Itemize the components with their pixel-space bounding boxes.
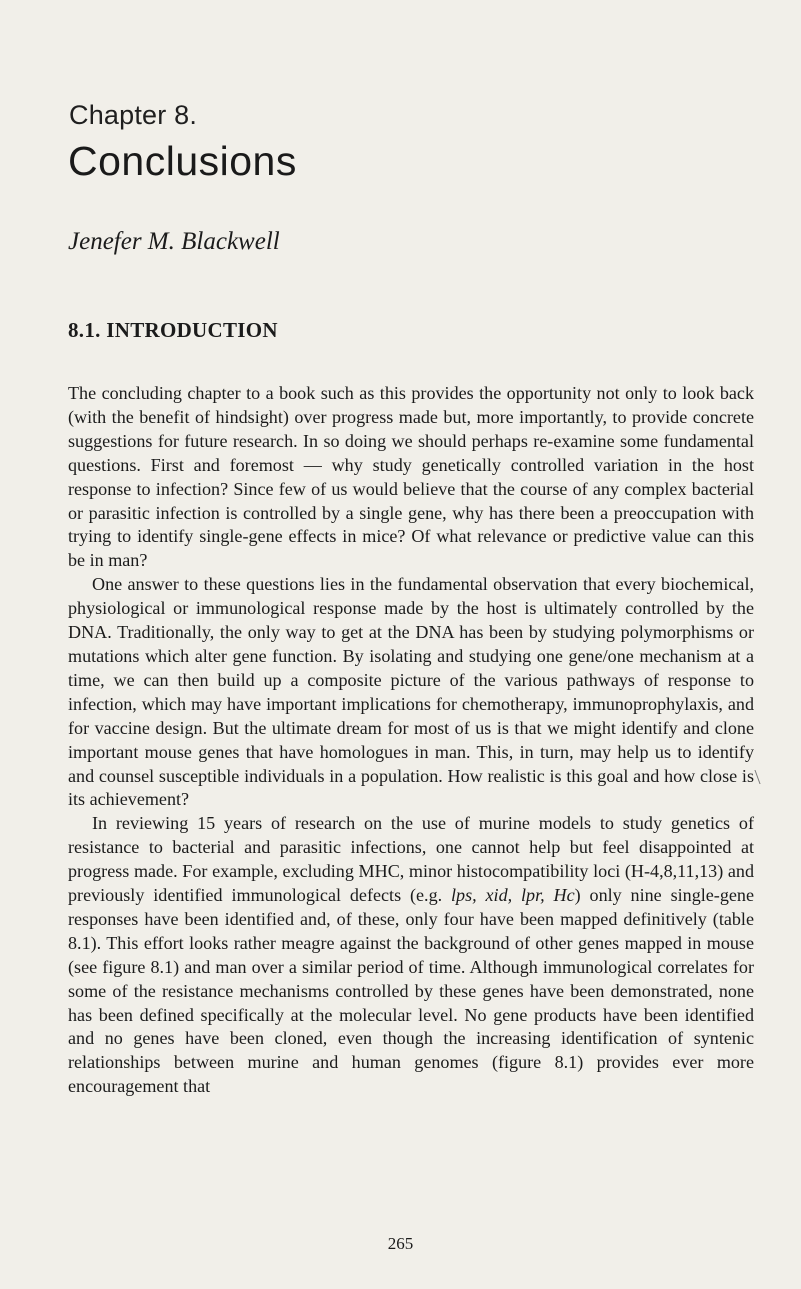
chapter-title: Conclusions xyxy=(68,138,297,184)
page-number: 265 xyxy=(387,1234,414,1253)
paragraph-1 xyxy=(68,382,754,573)
paragraph-3 xyxy=(68,812,754,1099)
section-heading: 8.1. INTRODUCTION xyxy=(68,318,278,342)
author-name: Jenefer M. Blackwell xyxy=(68,228,280,255)
body-text xyxy=(68,382,754,1099)
chapter-label: Chapter 8. xyxy=(69,100,198,130)
margin-mark xyxy=(754,770,766,784)
paragraph-2 xyxy=(68,573,754,812)
paragraph-text: In reviewing 15 years of research on the use of murine models to study genetics of resistance to bacterial and parasitic infections, one cannot help but feel disappointed at progress made. For example, excluding MHC, minor histocompatibility loci (H-4,8,11,13) and previously identified immunological defects (e.g. xyxy=(68,813,754,906)
italic-gene-symbols: lps, xid, lpr, Hc xyxy=(451,885,575,906)
paragraph-text: One answer to these questions lies in the fundamental observation that every biochemical, physiological or immunological response made by the host is ultimately controlled by the DNA. Traditionally, the only way to get at the DNA has been by studying polymorphisms or mutations which alter gene function. By isolating and studying one gene/one mechanism at a time, we can then build up a composite picture of the various pathways of response to infection, which may have important implications for chemotherapy, immunoprophylaxis, and for vaccine design. But the ultimate dream for most of us is that we might identify and clone important mouse genes that have homologues in man. This, in turn, may help us to identify and counsel susceptible individuals in a population. How realistic is this goal and how close is its achievement? xyxy=(68,574,754,810)
paragraph-text: ) only nine single-gene responses have been identified and, of these, only four have been mapped definitively (table 8.1). This effort looks rather meagre against the background of other genes mapped in mouse (see figure 8.1) and man over a similar period of time. Although immunological correlates for some of the resistance mechanisms controlled by these genes have been demonstrated, none has been defined specifically at the molecular level. No gene products have been identified and no genes have been cloned, even though the increasing identification of syntenic relationships between murine and human genomes (figure 8.1) provides ever more encouragement that xyxy=(68,885,754,1097)
paragraph-text: The concluding chapter to a book such as this provides the opportunity not only to look back (with the benefit of hindsight) over progress made but, more importantly, to provide concrete suggestions for future research. In so doing we should perhaps re-examine some fundamental questions. First and foremost — why study genetically controlled variation in the host response to infection? Since few of us would believe that the course of any complex bacterial or parasitic infection is controlled by a single gene, why has there been a preoccupation with trying to identify single-gene effects in mice? Of what relevance or predictive value can this be in man? xyxy=(68,383,754,571)
